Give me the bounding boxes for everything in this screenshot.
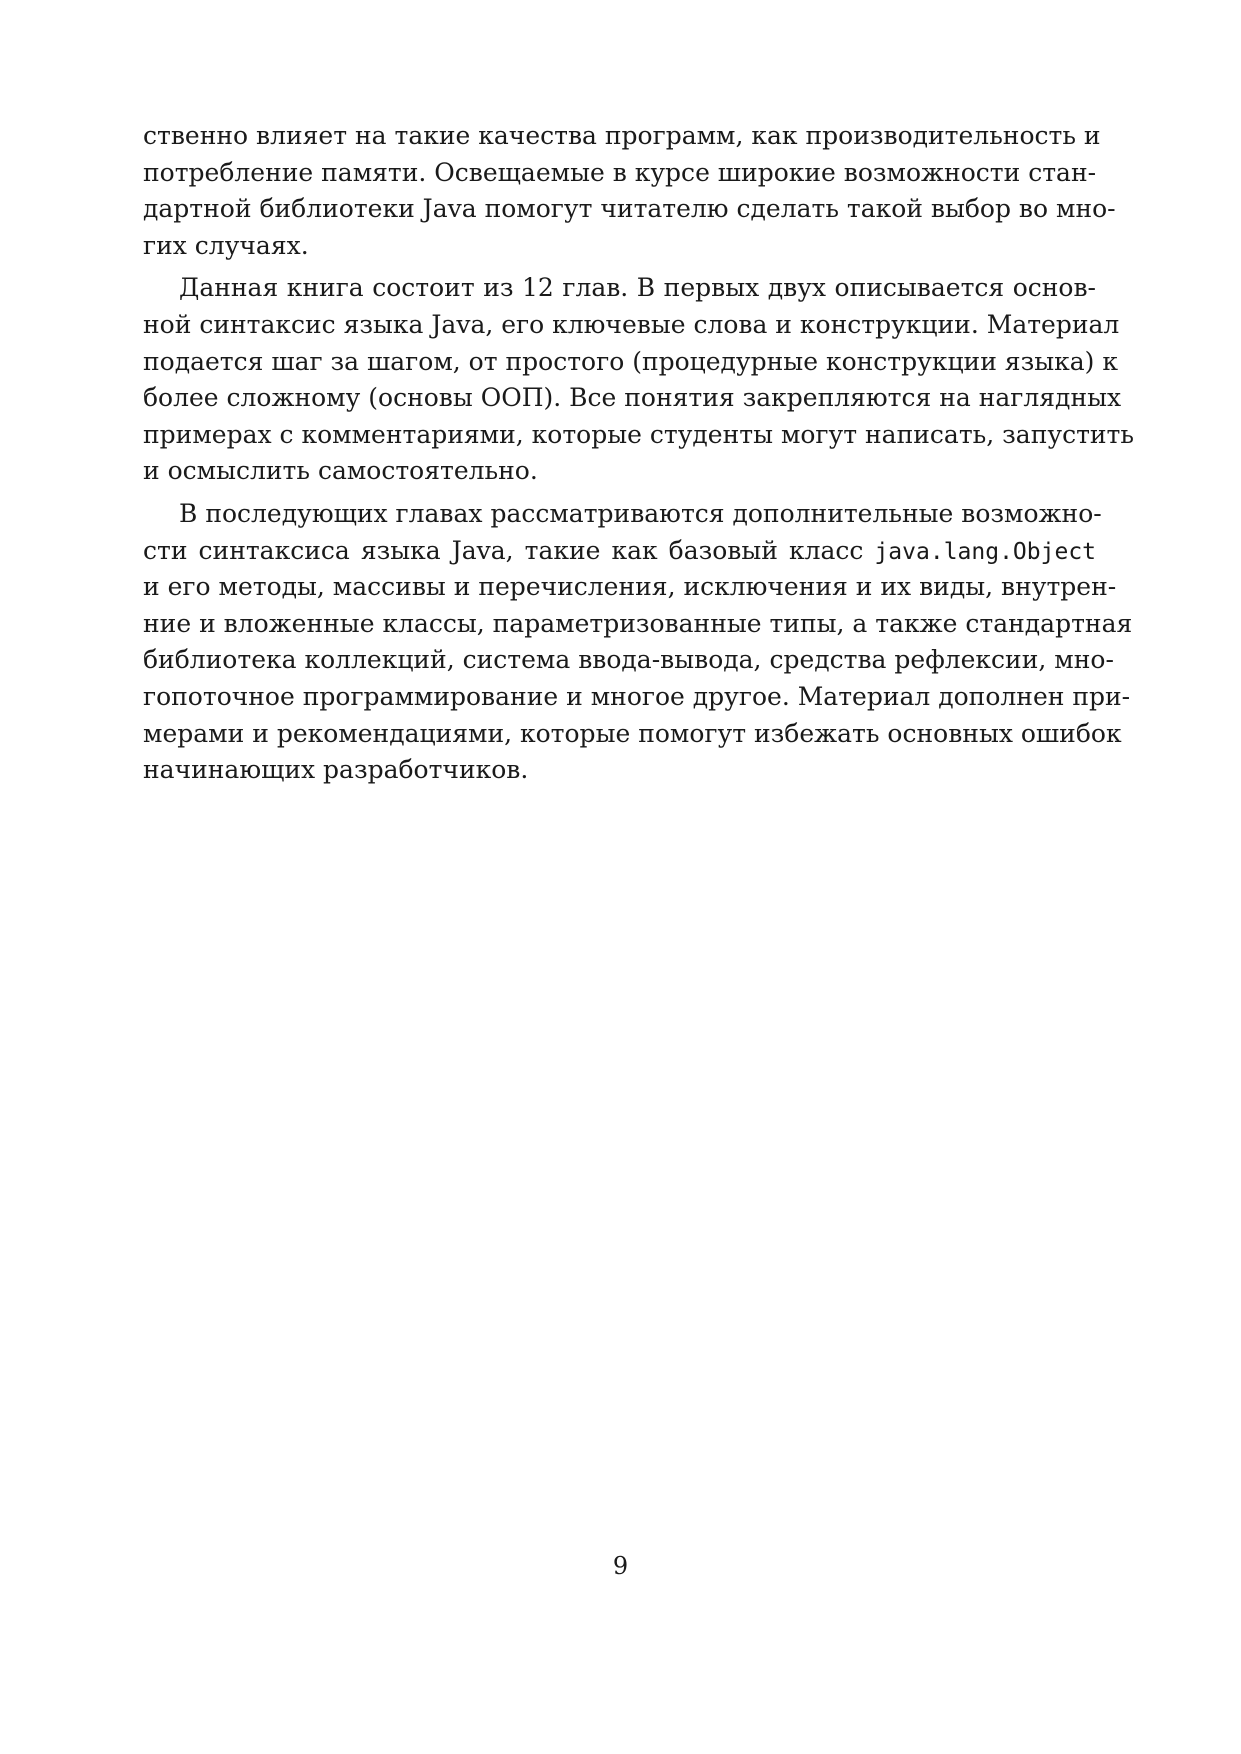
text-line: В последующих главах рассматриваются дополнительные возможно- xyxy=(179,498,1102,528)
paragraph-1 xyxy=(143,118,1116,264)
text-segment: сти синтаксиса языка Java, такие как базовый класс xyxy=(143,535,864,565)
text-line: гопоточное программирование и многое другое. Материал дополнен при- xyxy=(143,681,1131,711)
text-line: ственно влияет на такие качества программ, как производительность и xyxy=(143,121,1101,150)
text-line: гих случаях. xyxy=(143,230,309,260)
text-line: дартной библиотеки Java помогут читателю сделать такой выбор во мно- xyxy=(143,194,1116,224)
text-line: подается шаг за шагом, от простого (процедурные конструкции языка) к xyxy=(143,346,1118,376)
text-line: начинающих разработчиков. xyxy=(143,755,529,785)
text-line: ние и вложенные классы, параметризованные типы, а также стандартная xyxy=(143,608,1133,638)
text-line: более сложному (основы ООП). Все понятия закрепляются на наглядных xyxy=(143,383,1122,413)
paragraph-2 xyxy=(143,270,1135,490)
page-number: 9 xyxy=(612,1552,629,1580)
text-line: мерами и рекомендациями, которые помогут избежать основных ошибок xyxy=(143,718,1122,748)
text-line: и осмыслить самостоятельно. xyxy=(143,456,538,486)
text-line-with-code xyxy=(143,533,1096,570)
body-text xyxy=(143,118,1135,789)
text-line: Данная книга состоит из 12 глав. В первых двух описывается основ- xyxy=(179,273,1096,303)
text-line: потребление памяти. Освещаемые в курсе широкие возможности стан- xyxy=(143,157,1097,187)
text-line: ной синтаксис языка Java, его ключевые слова и конструкции. Материал xyxy=(143,309,1120,339)
text-line: и его методы, массивы и перечисления, исключения и их виды, внутрен- xyxy=(143,572,1117,602)
text-line: примерах с комментариями, которые студенты могут написать, запустить xyxy=(143,419,1135,449)
inline-code: java.lang.Object xyxy=(874,538,1097,565)
paragraph-3 xyxy=(143,496,1133,789)
text-line: библиотека коллекций, система ввода-вывода, средства рефлексии, мно- xyxy=(143,645,1114,675)
